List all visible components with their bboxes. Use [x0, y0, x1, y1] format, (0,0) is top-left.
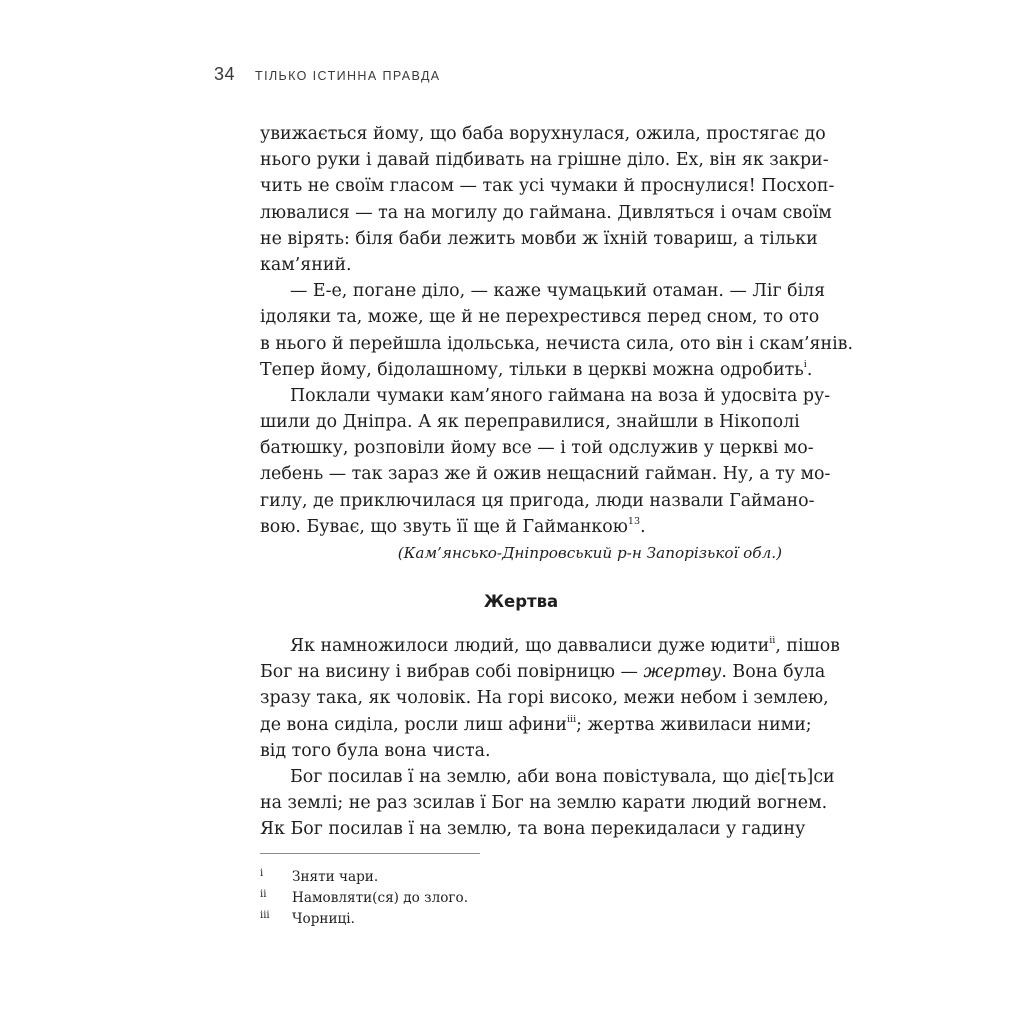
text-line: лебень — так зараз же й ожив нещасний гайман. Ну, а ту мо- [260, 464, 831, 485]
text-span: , пішов [775, 636, 840, 656]
text-line [260, 633, 840, 659]
text-line: ідоляки та, може, ще й не перехрестився перед сном, то ото [260, 307, 820, 328]
text-line: на землі; не раз зсилав ї Бог на землю карати людий вогнем. [260, 793, 828, 814]
footnote-ref: i [803, 358, 807, 370]
footnote-mark: ii [260, 889, 267, 900]
text-span: де вона сиділа, росли лиш афини [260, 714, 567, 735]
endnote-ref: 13 [627, 515, 641, 527]
running-title: ТІЛЬКО ІСТИННА ПРАВДА [255, 69, 441, 83]
text-line: від того була вона чиста. [260, 740, 491, 761]
section-text [260, 633, 840, 843]
section-title: Жертва [483, 592, 559, 611]
text-line: не вірять: біля баби лежить мовби ж їхній товариш, а тільки [260, 228, 818, 249]
text-line: — Е-е, погане діло, — каже чумацький отаман. — Ліг біля [290, 281, 826, 302]
footnote-text: Чорниці. [292, 911, 355, 927]
footnote-mark: iii [260, 910, 270, 921]
footnote-mark: i [260, 868, 264, 879]
text-span: вою. Буває, що звуть її ще й Гайманкою [260, 516, 628, 537]
text-line: Тепер йому, бідолашному, тільки в церкві можна одробить$^i$. [260, 358, 813, 380]
footnote-ref: iii [566, 713, 577, 725]
text-line: Як Бог посилав ї на землю, та вона перекидаласи у гадину [260, 819, 806, 840]
text-span: . Вона була [721, 662, 826, 683]
text-line: зразу така, як чоловік. На горі високо, межи небом і землею, [260, 688, 829, 709]
text-line: вою. Буває, що звуть її ще й Гайманкою$^{13}$. [260, 515, 646, 537]
story-text [260, 121, 853, 566]
text-line: Поклали чумаки кам’яного гаймана на воза й удосвіта ру- [290, 385, 831, 406]
text-line: увижається йому, що баба ворухнулася, ожила, простягає до [260, 124, 826, 144]
text-span: ; жертва живилаcи ними; [576, 714, 812, 735]
text-line: чить не своїм гласом — так усі чумаки й проснулися! Посхоп- [260, 176, 835, 197]
footnote-text: Намовляти(ся) до злого. [292, 890, 469, 906]
text-line: гилу, де приключилася ця пригода, люди назвали Гайманo- [260, 490, 815, 511]
text-line: шили до Дніпра. А як переправилися, знайшли в Нікополі [260, 412, 800, 433]
text-line [260, 659, 826, 685]
footnote [260, 909, 660, 930]
text-span: Як намножилоси людий, що даввалиси дуже юдити [290, 636, 770, 656]
footnote [260, 888, 660, 909]
source-note: (Кам’янсько-Дніпровський р-н Запорізької обл.) [397, 544, 782, 562]
text-line: нього руки і давай підбивать на грішне діло. Ех, він як закри- [260, 150, 829, 171]
footnote-ref: ii [769, 634, 776, 646]
footnotes [260, 867, 660, 930]
footnote-divider [260, 853, 480, 854]
footnote [260, 867, 660, 888]
text-line: лювалися — та на могилу до гаймана. Дивляться і очам своїм [260, 202, 832, 223]
text-line [260, 712, 812, 738]
text-line: батюшку, розповіли йому все — і той одслужив у церкві мо- [260, 438, 814, 459]
text-span: Тепер йому, бідолашному, тільки в церкві можна одробить [260, 359, 804, 380]
running-head [214, 64, 441, 85]
page-number: 34 [214, 64, 236, 84]
text-line: Бог посилав ї на землю, аби вона повістувала, що діє[ть]си [290, 766, 835, 787]
text-line: в нього й перейшла ідольська, нечиста сила, ото він і скам’янів. [260, 333, 853, 354]
emphasis: жертву [643, 662, 722, 683]
text-line: кам’яний. [260, 254, 352, 275]
footnote-text: Зняти чари. [292, 869, 379, 885]
text-span: Бог на висину і вибрав собі повірницю — [260, 662, 644, 683]
